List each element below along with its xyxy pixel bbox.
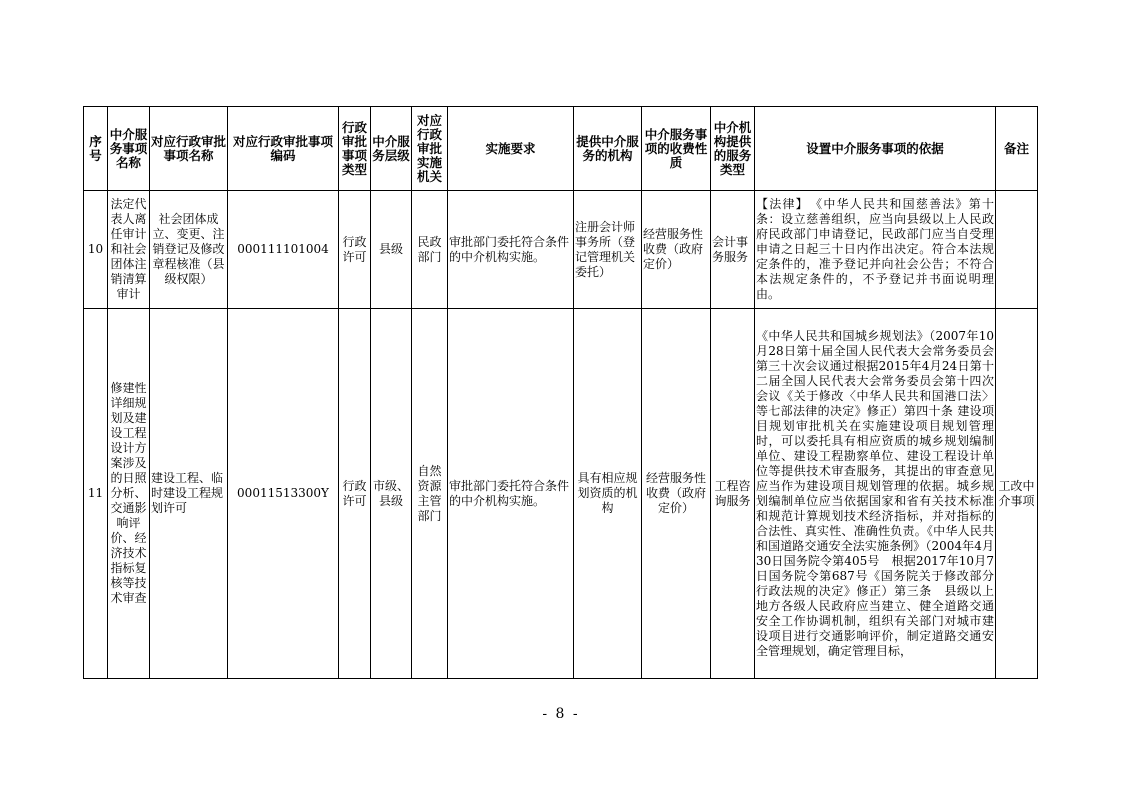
- row-requirement: 审批部门委托符合条件的中介机构实施。: [448, 191, 574, 309]
- row-admin-name: 社会团体成立、变更、注销登记及修改章程核准（县级权限）: [150, 191, 228, 309]
- header-provider: 提供中介服务的机构: [574, 107, 642, 191]
- header-admin-name: 对应行政审批事项名称: [150, 107, 228, 191]
- header-service-name: 中介服务事项名称: [108, 107, 150, 191]
- row-admin-code: 000111101004: [228, 191, 339, 309]
- intermediary-service-table: [83, 106, 1038, 679]
- row-agency: 自然资源主管部门: [412, 309, 448, 679]
- header-note: 备注: [996, 107, 1038, 191]
- row-admin-code: 00011513300Y: [228, 309, 339, 679]
- row-basis: 【法律】 《中华人民共和国慈善法》第十条：设立慈善组织，应当向县级以上人民政府民政部门申请登记，民政部门应当自受理申请之日起三十日内作出决定。符合本法规定条件的，准予登记并向社会公告；不符合本法规定条件的，不予登记并书面说明理由。: [755, 191, 996, 309]
- row-fee: 经营服务性收费（政府定价）: [642, 309, 711, 679]
- row-service-name: 修建性详细规划及建设工程设计方案涉及的日照分析、交通影响评价、经济技术指标复核等技术审查: [108, 309, 150, 679]
- table-row: [84, 191, 1038, 309]
- header-row: [84, 107, 1038, 191]
- row-service-type: 工程咨询服务: [711, 309, 755, 679]
- header-admin-type: 行政审批事项类型: [339, 107, 371, 191]
- row-note: 工改中介事项: [996, 309, 1038, 679]
- header-level: 中介服务层级: [371, 107, 412, 191]
- header-admin-code: 对应行政审批事项编码: [228, 107, 339, 191]
- row-basis: 《中华人民共和国城乡规划法》（2007年10月28日第十届全国人民代表大会常务委员会第三十次会议通过根据2015年4月24日第十二届全国人民代表大会常务委员会第十四次会议《关于修改〈中华人民共和国港口法〉等七部法律的决定》修正）第四十条 建设项目规划审批机关在实施建设项目规划管理时，可以委托具有相应资质的城乡规划编制单位、建设工程勘察单位、建设工程设计单位等提供技术审查服务，其提出的审查意见应当作为建设项目规划管理的依据。城乡规划编制单位应当依据国家和省有关技术标准和规范计算规划技术经济指标，并对指标的合法性、真实性、准确性负责。《中华人民共和国道路交通安全法实施条例》（2004年4月30日国务院令第405号 根据2017年10月7日国务院令第687号《国务院关于修改部分行政法规的决定》修正）第三条 县级以上地方各级人民政府应当建立、健全道路交通安全工作协调机制，组织有关部门对城市建设项目进行交通影响评价，制定道路交通安全管理规划，确定管理目标，: [755, 309, 996, 679]
- row-provider: 具有相应规划资质的机构: [574, 309, 642, 679]
- table-row: [84, 309, 1038, 679]
- row-service-type: 会计事务服务: [711, 191, 755, 309]
- row-seq: 10: [84, 191, 108, 309]
- header-service-type: 中介机构提供的服务类型: [711, 107, 755, 191]
- row-level: 县级: [371, 191, 412, 309]
- row-admin-type: 行政许可: [339, 309, 371, 679]
- row-requirement: 审批部门委托符合条件的中介机构实施。: [448, 309, 574, 679]
- row-admin-type: 行政许可: [339, 191, 371, 309]
- header-basis: 设置中介服务事项的依据: [755, 107, 996, 191]
- row-fee: 经营服务性收费（政府定价）: [642, 191, 711, 309]
- header-seq: 序号: [84, 107, 108, 191]
- row-provider: 注册会计师事务所（登记管理机关委托）: [574, 191, 642, 309]
- row-seq: 11: [84, 309, 108, 679]
- page-number: - 8 -: [542, 706, 580, 722]
- header-fee: 中介服务事项的收费性质: [642, 107, 711, 191]
- row-agency: 民政部门: [412, 191, 448, 309]
- row-service-name: 法定代表人离任审计和社会团体注销清算审计: [108, 191, 150, 309]
- row-admin-name: 建设工程、临时建设工程规划许可: [150, 309, 228, 679]
- header-requirement: 实施要求: [448, 107, 574, 191]
- row-note: [996, 191, 1038, 309]
- header-agency: 对应行政审批实施机关: [412, 107, 448, 191]
- row-level: 市级、县级: [371, 309, 412, 679]
